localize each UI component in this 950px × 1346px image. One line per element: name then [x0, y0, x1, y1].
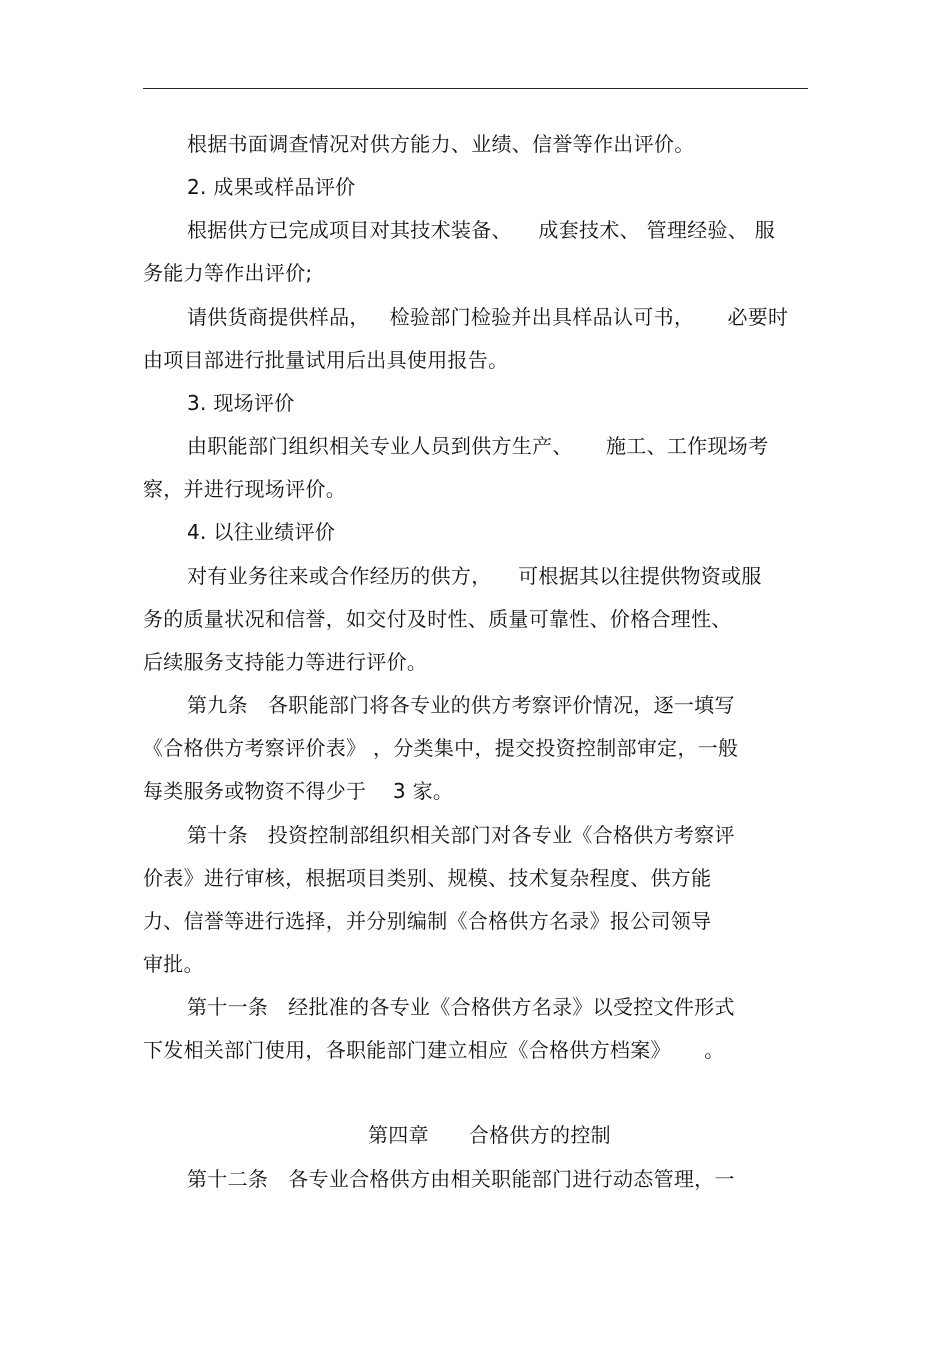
header-rule — [143, 88, 808, 89]
text-line: 由项目部进行批量试用后出具使用报告。 — [143, 348, 509, 372]
chapter-heading: 第四章 合格供方的控制 — [368, 1123, 611, 1147]
section-heading: 3. 现场评价 — [187, 391, 295, 415]
text-line: 下发相关部门使用，各职能部门建立相应《合格供方档案》 。 — [143, 1038, 725, 1062]
text-line: 请供货商提供样品， 检验部门检验并出具样品认可书， 必要时 — [187, 305, 789, 329]
text-line: 力、信誉等进行选择，并分别编制《合格供方名录》报公司领导 — [143, 909, 712, 933]
text-line: 每类服务或物资不得少于 3 家。 — [143, 779, 454, 803]
text-line: 根据书面调查情况对供方能力、业绩、信誉等作出评价。 — [187, 132, 695, 156]
text-line: 务的质量状况和信誉，如交付及时性、质量可靠性、价格合理性、 — [143, 607, 732, 631]
text-line: 察，并进行现场评价。 — [143, 477, 346, 501]
text-line: 审批。 — [143, 952, 204, 976]
text-line: 价表》进行审核，根据项目类别、规模、技术复杂程度、供方能 — [143, 866, 712, 890]
article-line: 第十二条 各专业合格供方由相关职能部门进行动态管理，一 — [187, 1167, 735, 1191]
text-line: 根据供方已完成项目对其技术装备、 成套技术、 管理经验、 服 — [187, 218, 776, 242]
article-line: 第十条 投资控制部组织相关部门对各专业《合格供方考察评 — [187, 823, 735, 847]
text-line: 对有业务往来或合作经历的供方， 可根据其以往提供物资或服 — [187, 564, 762, 588]
section-heading: 2. 成果或样品评价 — [187, 175, 356, 199]
text-line: 务能力等作出评价; — [143, 261, 313, 285]
text-line: 后续服务支持能力等进行评价。 — [143, 650, 428, 674]
section-heading: 4. 以往业绩评价 — [187, 520, 336, 544]
article-line: 第十一条 经批准的各专业《合格供方名录》以受控文件形式 — [187, 995, 735, 1019]
text-line: 《合格供方考察评价表》 ，分类集中，提交投资控制部审定，一般 — [143, 736, 739, 760]
text-line: 由职能部门组织相关专业人员到供方生产、 施工、工作现场考 — [187, 434, 769, 458]
article-line: 第九条 各职能部门将各专业的供方考察评价情况，逐一填写 — [187, 693, 735, 717]
